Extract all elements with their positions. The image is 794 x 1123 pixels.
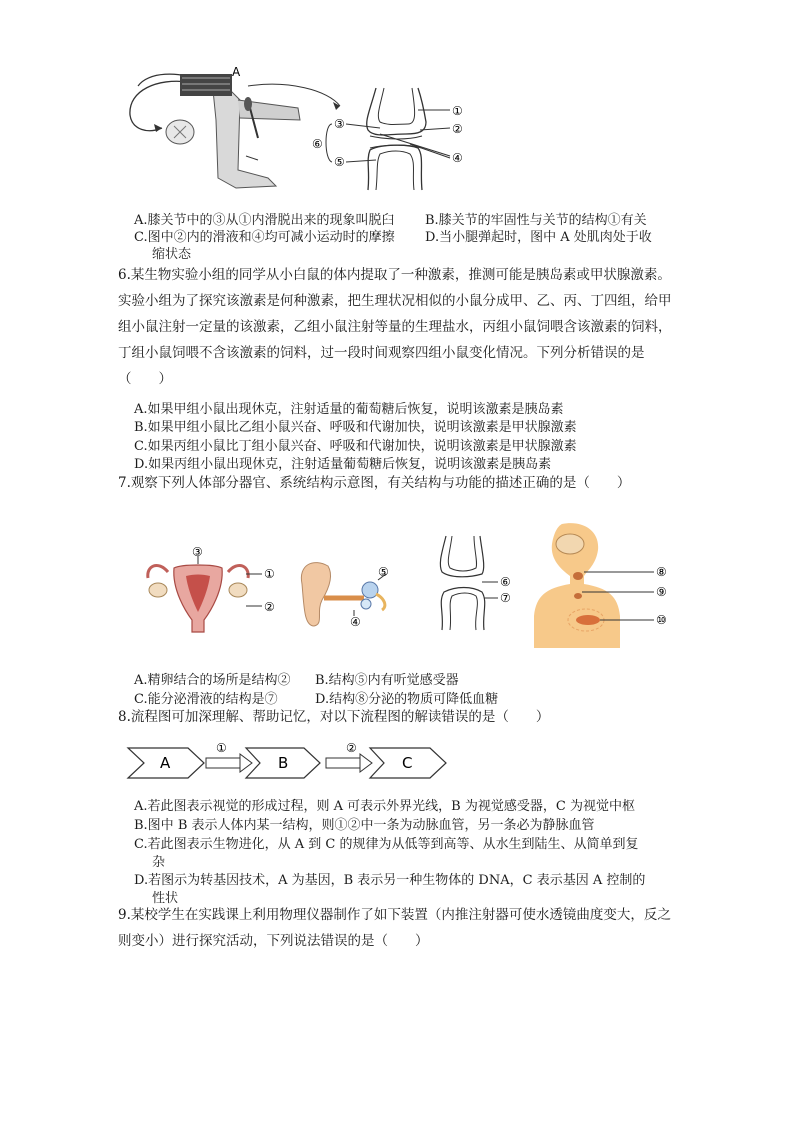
label-10: ⑩ xyxy=(656,613,667,627)
q7-option-b: B.结构⑤内有听觉感受器 xyxy=(315,673,459,688)
q8-option-a: A.若此图表示视觉的形成过程，则 A 可表示外界光线，B 为视觉感受器，C 为视觉中枢 xyxy=(134,799,635,814)
knee-reflex-figure xyxy=(118,60,478,200)
label-4: ④ xyxy=(452,151,463,165)
label-5: ⑤ xyxy=(378,565,389,579)
label-2: ② xyxy=(452,122,463,136)
q5-option-c: C.图中②内的滑液和④均可减小运动时的摩擦 xyxy=(134,230,395,245)
flow-box-c-label: C xyxy=(402,754,413,772)
label-6: ⑥ xyxy=(312,137,323,151)
q5-option-a: A.膝关节中的③从①内滑脱出来的现象叫脱臼 xyxy=(134,213,395,228)
joint-diagram xyxy=(440,536,510,630)
q7-stem: 7.观察下列人体部分器官、系统结构示意图，有关结构与功能的描述正确的是（ ） xyxy=(118,475,631,491)
uterus-diagram xyxy=(148,545,275,632)
q5-option-b: B.膝关节的牢固性与关节的结构①有关 xyxy=(425,213,647,228)
q8-option-b: B.图中 B 表示人体内某一结构，则①②中一条为动脉血管，另一条必为静脉血管 xyxy=(134,818,595,833)
label-3: ③ xyxy=(192,545,203,559)
label-5: ⑤ xyxy=(334,155,345,169)
label-2: ② xyxy=(264,600,275,614)
endocrine-diagram xyxy=(534,523,667,648)
label-1: ① xyxy=(452,104,463,118)
q6-option-b: B.如果甲组小鼠比乙组小鼠兴奋、呼吸和代谢加快，说明该激素是甲状腺激素 xyxy=(134,420,577,435)
q6-option-c: C.如果丙组小鼠比丁组小鼠兴奋、呼吸和代谢加快，说明该激素是甲状腺激素 xyxy=(134,439,577,454)
q7-option-c: C.能分泌滑液的结构是⑦ xyxy=(134,692,278,707)
q9-stem: 9.某校学生在实践课上利用物理仪器制作了如下装置（内推注射器可使水透镜曲度变大，反之则变小）进行探究活动，下列说法错误的是（ ） xyxy=(118,907,671,949)
q8-option-c-cont: 杂 xyxy=(152,855,166,870)
label-a: A xyxy=(232,65,241,79)
arrow-2-label: ② xyxy=(346,741,357,755)
label-4: ④ xyxy=(350,615,361,629)
q5-option-d-cont: 缩状态 xyxy=(152,247,192,262)
flowchart xyxy=(126,738,456,784)
q7-option-a: A.精卵结合的场所是结构② xyxy=(134,673,291,688)
organ-systems-figure xyxy=(138,520,698,648)
q8-stem: 8.流程图可加深理解、帮助记忆，对以下流程图的解读错误的是（ ） xyxy=(118,709,550,725)
label-1: ① xyxy=(264,567,275,581)
label-7: ⑦ xyxy=(500,591,511,605)
flow-box-a-label: A xyxy=(160,754,171,772)
q5-option-d: D.当小腿弹起时，图中 A 处肌肉处于收 xyxy=(425,230,652,245)
label-6: ⑥ xyxy=(500,575,511,589)
ear-diagram xyxy=(301,563,388,629)
q8-option-d-cont: 性状 xyxy=(152,891,179,906)
q7-option-d: D.结构⑧分泌的物质可降低血糖 xyxy=(315,692,499,707)
flow-box-b-label: B xyxy=(278,754,289,772)
q8-option-d: D.若图示为转基因技术，A 为基因，B 表示另一种生物体的 DNA，C 表示基因 A 控制的 xyxy=(134,873,646,888)
q6-option-d: D.如果丙组小鼠出现休克，注射适量葡萄糖后恢复，说明该激素是胰岛素 xyxy=(134,457,552,472)
q8-option-c: C.若此图表示生物进化，从 A 到 C 的规律为从低等到高等、从水生到陆生、从简单到复 xyxy=(134,837,639,852)
q6-stem: 6.某生物实验小组的同学从小白鼠的体内提取了一种激素，推测可能是胰岛素或甲状腺激素。实验小组为了探究该激素是何种激素，把生理状况相似的小鼠分成甲、乙、丙、丁四组，给甲组小鼠注射一定量的该激素，乙组小鼠注射等量的生理盐水，丙组小鼠饲喂含该激素的饲料，丁组小鼠饲喂不含该激素的饲料，过一段时间观察四组小鼠变化情况。下列分析错误的是（ ） xyxy=(118,267,672,387)
q6-option-a: A.如果甲组小鼠出现休克，注射适量的葡萄糖后恢复，说明该激素是胰岛素 xyxy=(134,402,564,417)
arrow-1-label: ① xyxy=(216,741,227,755)
label-8: ⑧ xyxy=(656,565,667,579)
label-9: ⑨ xyxy=(656,585,667,599)
label-3: ③ xyxy=(334,117,345,131)
